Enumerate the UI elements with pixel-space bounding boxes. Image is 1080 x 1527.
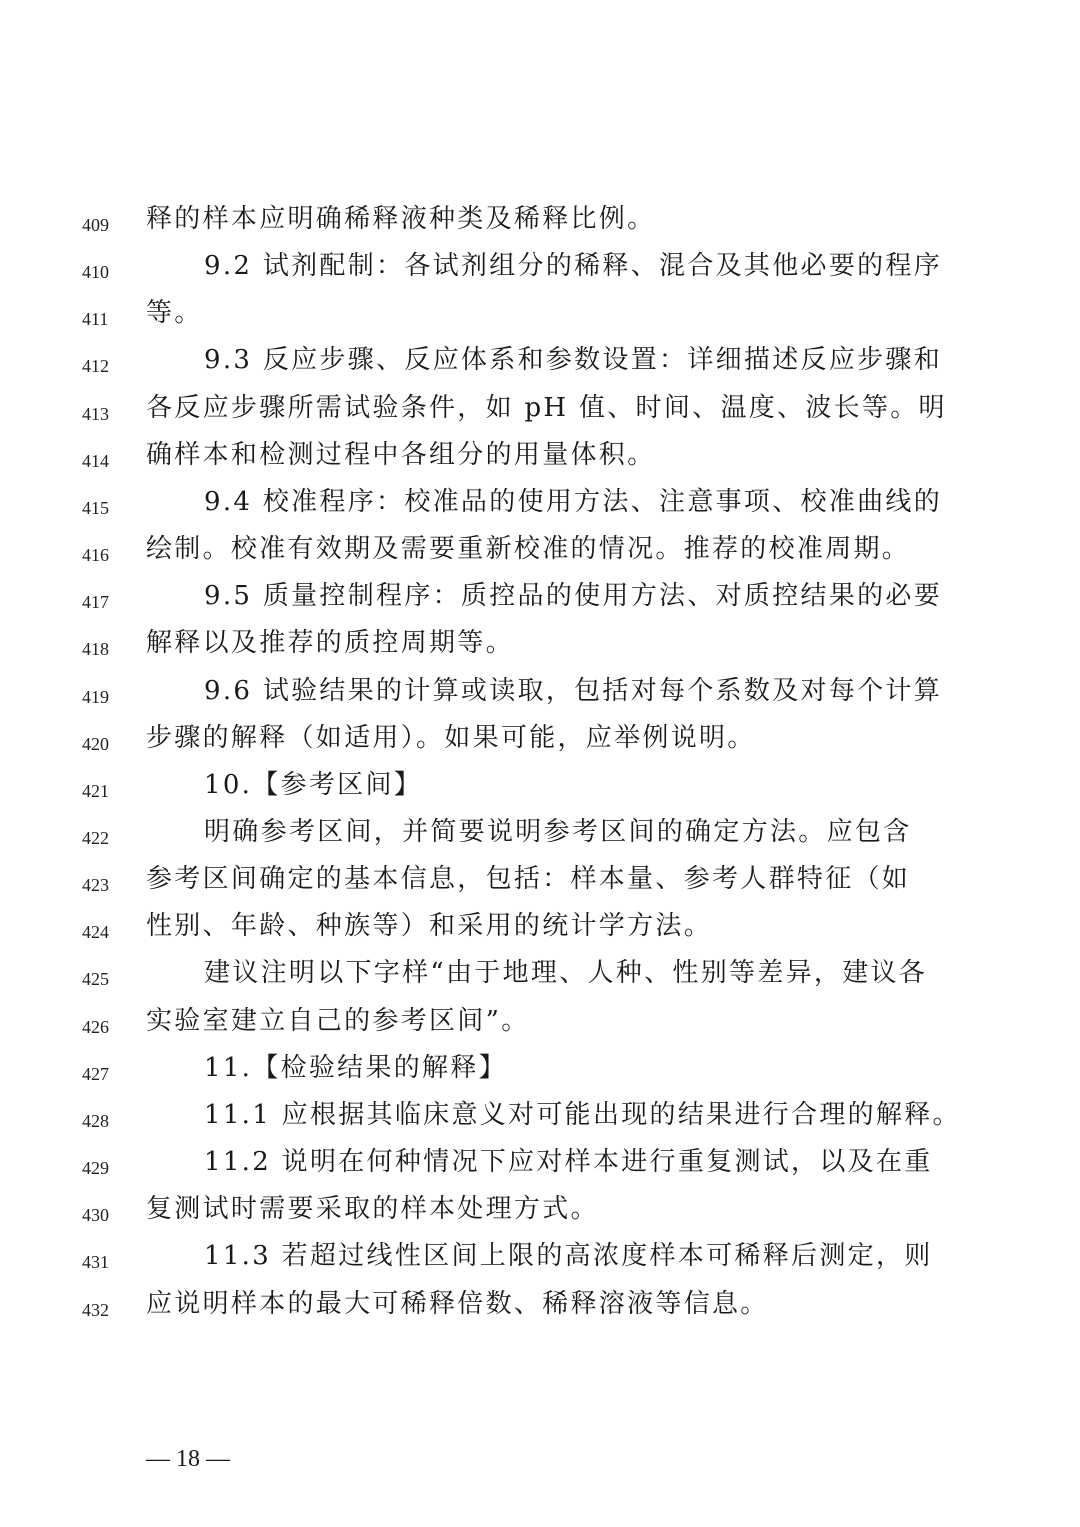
line-text: 9.5 质量控制程序：质控品的使用方法、对质控结果的必要 — [204, 581, 943, 612]
line-number: 426 — [82, 1016, 109, 1037]
line-text: 解释以及推荐的质控周期等。 — [146, 628, 514, 659]
line-number: 428 — [82, 1110, 109, 1131]
line-number: 412 — [82, 356, 109, 377]
line-text: 11.【检验结果的解释】 — [204, 1052, 507, 1083]
text-line — [0, 390, 1080, 437]
line-number: 430 — [82, 1205, 109, 1226]
text-line — [0, 1097, 1080, 1144]
text-line — [0, 720, 1080, 767]
line-text: 各反应步骤所需试验条件，如 pH 值、时间、温度、波长等。明 — [146, 392, 947, 423]
text-line — [0, 578, 1080, 625]
line-number: 427 — [82, 1063, 109, 1084]
text-line — [0, 1144, 1080, 1191]
line-number: 409 — [82, 215, 109, 235]
line-number: 419 — [82, 686, 109, 707]
text-line — [0, 861, 1080, 908]
line-text: 应说明样本的最大可稀释倍数、稀释溶液等信息。 — [146, 1288, 769, 1319]
line-number: 414 — [82, 450, 109, 471]
text-line — [0, 1238, 1080, 1285]
line-number: 413 — [82, 403, 109, 424]
line-number: 425 — [82, 969, 109, 990]
line-text: 性别、年龄、种族等）和采用的统计学方法。 — [146, 911, 713, 942]
line-number: 410 — [82, 262, 109, 283]
line-number: 431 — [82, 1252, 109, 1273]
text-line — [0, 673, 1080, 720]
text-line — [0, 625, 1080, 672]
line-text: 11.1 应根据其临床意义对可能出现的结果进行合理的解释。 — [204, 1099, 961, 1130]
line-text: 9.3 反应步骤、反应体系和参数设置：详细描述反应步骤和 — [204, 345, 943, 376]
text-line — [0, 437, 1080, 484]
line-number: 416 — [82, 545, 109, 565]
text-line — [0, 531, 1080, 578]
line-number: 422 — [82, 827, 109, 848]
line-text: 绘制。校准有效期及需要重新校准的情况。推荐的校准周期。 — [146, 534, 911, 564]
text-line — [0, 342, 1080, 389]
line-text: 实验室建立自己的参考区间”。 — [146, 1005, 530, 1036]
line-number: 420 — [82, 733, 109, 754]
text-line — [0, 814, 1080, 861]
line-number: 417 — [82, 592, 109, 613]
text-line — [0, 1191, 1080, 1238]
text-line — [0, 201, 1080, 248]
line-number: 432 — [82, 1299, 109, 1320]
text-line — [0, 767, 1080, 814]
line-number: 411 — [82, 309, 109, 330]
line-number: 418 — [82, 639, 109, 660]
line-text: 11.3 若超过线性区间上限的高浓度样本可稀释后测定，则 — [204, 1241, 933, 1272]
text-line — [0, 295, 1080, 342]
line-text: 9.4 校准程序：校准品的使用方法、注意事项、校准曲线的 — [204, 486, 943, 517]
line-text: 参考区间确定的基本信息，包括：样本量、参考人群特征（如 — [146, 864, 911, 895]
text-line — [0, 955, 1080, 1002]
line-text: 建议注明以下字样“由于地理、人种、性别等差异，建议各 — [204, 958, 928, 989]
line-text: 9.6 试验结果的计算或读取，包括对每个系数及对每个计算 — [204, 675, 943, 706]
line-text: 明确参考区间，并简要说明参考区间的确定方法。应包含 — [204, 816, 912, 847]
page-number: — 18 — — [146, 1446, 230, 1472]
line-number: 415 — [82, 497, 109, 518]
line-text: 等。 — [146, 298, 203, 329]
text-line — [0, 908, 1080, 955]
line-text: 复测试时需要采取的样本处理方式。 — [146, 1194, 599, 1225]
line-number: 429 — [82, 1158, 109, 1178]
line-text: 11.2 说明在何种情况下应对样本进行重复测试，以及在重 — [204, 1147, 933, 1177]
line-number: 424 — [82, 922, 109, 943]
line-text: 释的样本应明确稀释液种类及稀释比例。 — [146, 204, 656, 234]
line-text: 9.2 试剂配制：各试剂组分的稀释、混合及其他必要的程序 — [204, 251, 943, 282]
text-line — [0, 248, 1080, 295]
line-text: 确样本和检测过程中各组分的用量体积。 — [146, 439, 656, 470]
line-text: 10.【参考区间】 — [204, 769, 423, 800]
text-line — [0, 1286, 1080, 1333]
line-number: 421 — [82, 780, 109, 801]
line-text: 步骤的解释（如适用）。如果可能，应举例说明。 — [146, 722, 756, 753]
text-line — [0, 1050, 1080, 1097]
line-number: 423 — [82, 875, 109, 896]
text-line — [0, 484, 1080, 531]
text-line — [0, 1003, 1080, 1050]
